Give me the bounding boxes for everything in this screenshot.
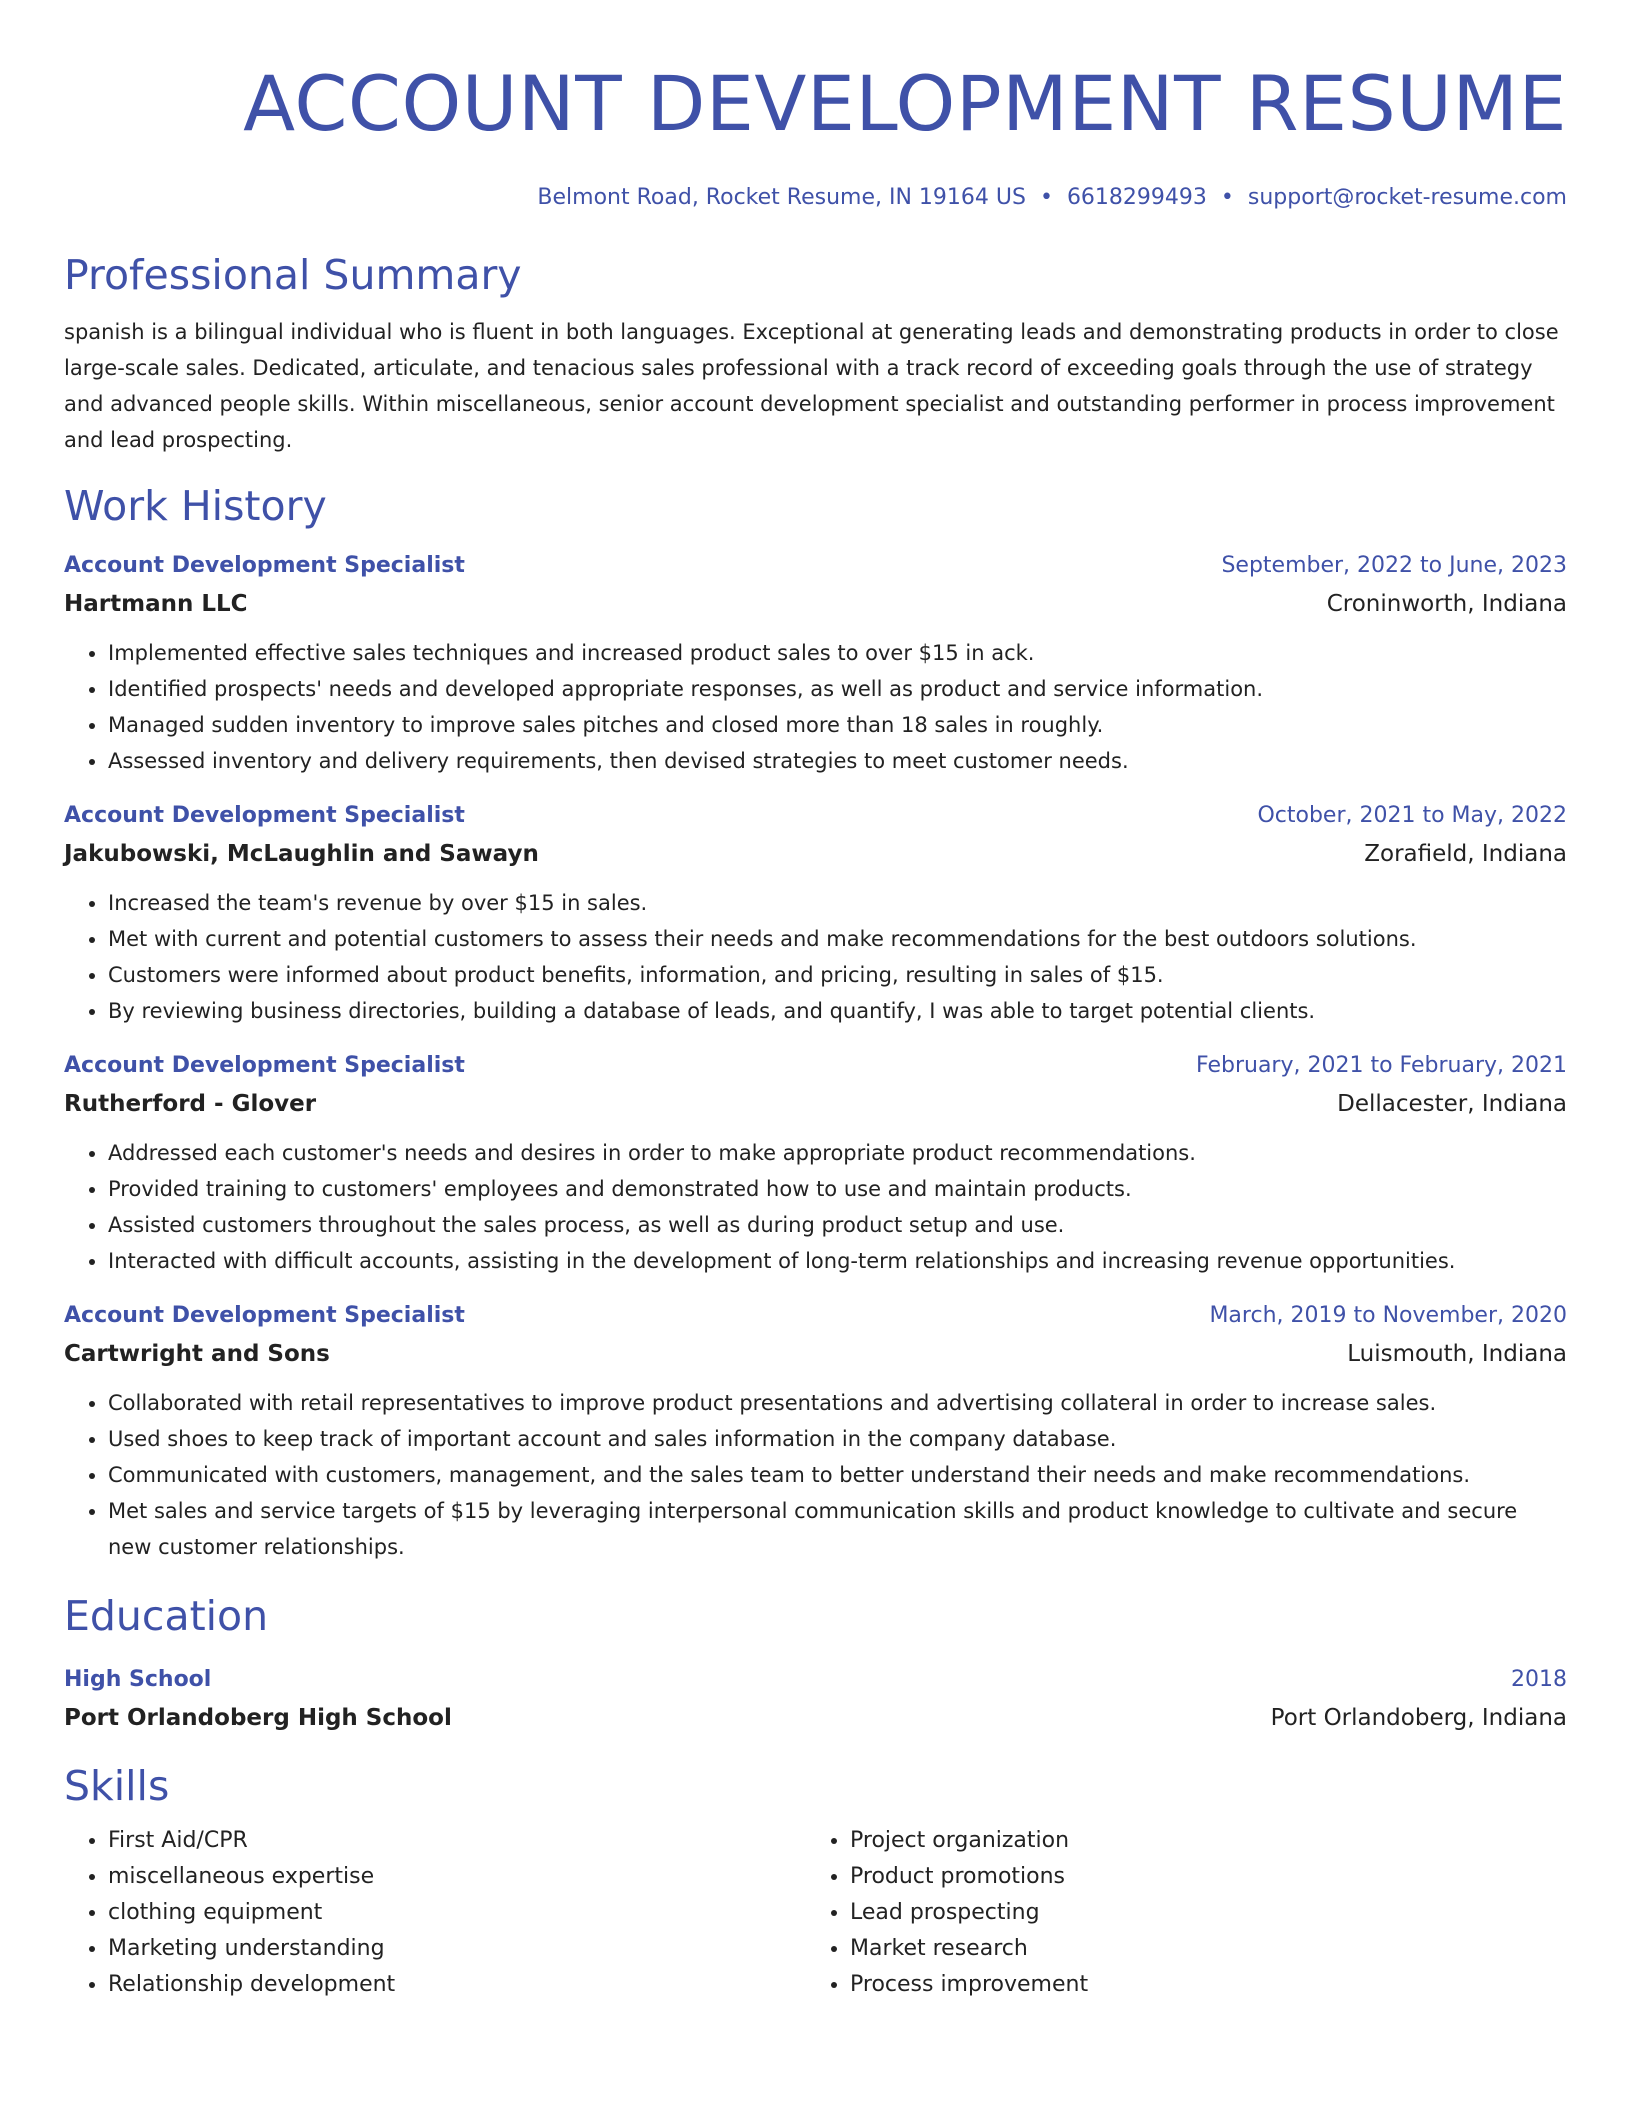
job-title: Account Development Specialist xyxy=(64,553,465,578)
job-bullets xyxy=(64,1135,1567,1279)
job-entry xyxy=(64,547,1567,779)
job-entry xyxy=(64,1047,1567,1279)
skill-item: • Process improvement xyxy=(850,1967,1548,2003)
resume-page xyxy=(64,0,1567,2003)
education-location: Port Orlandoberg, Indiana xyxy=(1270,1705,1567,1731)
job-title: Account Development Specialist xyxy=(64,803,465,828)
separator-dot: • xyxy=(1220,185,1234,210)
list-item: • Assessed inventory and delivery requirements, then devised strategies to meet customer needs. xyxy=(108,743,1567,779)
skill-item: • Product promotions xyxy=(850,1859,1548,1895)
list-item: • Assisted customers throughout the sales process, as well as during product setup and use. xyxy=(108,1207,1567,1243)
skill-item: • Market research xyxy=(850,1931,1548,1967)
job-header xyxy=(64,1047,1567,1085)
job-subheader xyxy=(64,1085,1567,1123)
job-location: Luismouth, Indiana xyxy=(1347,1341,1567,1367)
education-subheader xyxy=(64,1699,1567,1737)
list-item: • Implemented effective sales techniques and increased product sales to over $15 in ack. xyxy=(108,635,1567,671)
skill-item: • clothing equipment xyxy=(108,1895,806,1931)
job-subheader xyxy=(64,585,1567,623)
list-item: • Interacted with difficult accounts, assisting in the development of long-term relationships and increasing revenue opportunities. xyxy=(108,1243,1567,1279)
list-item: • Met with current and potential customers to assess their needs and make recommendations for the best outdoors solutions. xyxy=(108,921,1567,957)
skill-item: • Lead prospecting xyxy=(850,1895,1548,1931)
job-location: Dellacester, Indiana xyxy=(1337,1091,1567,1117)
job-entry xyxy=(64,797,1567,1029)
job-bullets xyxy=(64,885,1567,1029)
job-title: Account Development Specialist xyxy=(64,1053,465,1078)
address: Belmont Road, Rocket Resume, IN 19164 US xyxy=(537,185,1026,210)
education-school: Port Orlandoberg High School xyxy=(64,1705,452,1731)
list-item: • Used shoes to keep track of important account and sales information in the company database. xyxy=(108,1421,1567,1457)
education-heading: Education xyxy=(64,1592,269,1640)
list-item: • Collaborated with retail representatives to improve product presentations and advertising collateral in order to increase sales. xyxy=(108,1385,1567,1421)
skill-item: • Project organization xyxy=(850,1823,1548,1859)
job-dates: October, 2021 to May, 2022 xyxy=(1257,803,1567,828)
job-company: Cartwright and Sons xyxy=(64,1341,330,1367)
job-bullets xyxy=(64,1385,1567,1565)
list-item: • Communicated with customers, management, and the sales team to better understand their needs and make recommendations. xyxy=(108,1457,1567,1493)
job-entry xyxy=(64,1297,1567,1565)
job-dates: February, 2021 to February, 2021 xyxy=(1196,1053,1567,1078)
education-entry xyxy=(64,1661,1567,1737)
skill-item: • miscellaneous expertise xyxy=(108,1859,806,1895)
email-link[interactable]: support@rocket-resume.com xyxy=(1247,185,1567,210)
job-header xyxy=(64,797,1567,835)
skills-heading: Skills xyxy=(64,1762,170,1810)
separator-dot: • xyxy=(1039,185,1053,210)
skill-item: • First Aid/CPR xyxy=(108,1823,806,1859)
education-year: 2018 xyxy=(1511,1667,1567,1692)
list-item: • Managed sudden inventory to improve sales pitches and closed more than 18 sales in roughly. xyxy=(108,707,1567,743)
summary-text: spanish is a bilingual individual who is fluent in both languages. Exceptional at generating leads and demonstrating products in order to close large-scale sales. Dedicated, articulate, and tenacious sales professional with a track record of exceeding goals through the use of strategy and advanced people skills. Within miscellaneous, senior account development specialist and outstanding performer in process improvement and lead prospecting. xyxy=(64,320,1559,452)
job-header xyxy=(64,1297,1567,1335)
list-item: • Met sales and service targets of $15 by leveraging interpersonal communication skills and product knowledge to cultivate and secure new customer relationships. xyxy=(108,1493,1567,1565)
job-subheader xyxy=(64,835,1567,873)
skills-columns xyxy=(64,1823,1567,2003)
job-company: Hartmann LLC xyxy=(64,591,248,617)
job-dates: September, 2022 to June, 2023 xyxy=(1221,553,1567,578)
resume-title: ACCOUNT DEVELOPMENT RESUME xyxy=(243,59,1567,148)
skills-list-right xyxy=(806,1823,1548,2003)
job-dates: March, 2019 to November, 2020 xyxy=(1209,1303,1567,1328)
contact-line xyxy=(64,184,1567,212)
job-title: Account Development Specialist xyxy=(64,1303,465,1328)
skills-list-left xyxy=(64,1823,806,2003)
list-item: • Increased the team's revenue by over $15 in sales. xyxy=(108,885,1567,921)
job-bullets xyxy=(64,635,1567,779)
job-company: Rutherford - Glover xyxy=(64,1091,317,1117)
job-header xyxy=(64,547,1567,585)
list-item: • Customers were informed about product benefits, information, and pricing, resulting in sales of $15. xyxy=(108,957,1567,993)
phone: 6618299493 xyxy=(1066,185,1207,210)
list-item: • Identified prospects' needs and developed appropriate responses, as well as product and service information. xyxy=(108,671,1567,707)
job-location: Croninworth, Indiana xyxy=(1326,591,1567,617)
job-subheader xyxy=(64,1335,1567,1373)
summary-heading: Professional Summary xyxy=(64,251,522,299)
skill-item: • Relationship development xyxy=(108,1967,806,2003)
education-degree: High School xyxy=(64,1667,212,1692)
job-location: Zorafield, Indiana xyxy=(1364,841,1567,867)
list-item: • By reviewing business directories, building a database of leads, and quantify, I was able to target potential clients. xyxy=(108,993,1567,1029)
list-item: • Provided training to customers' employees and demonstrated how to use and maintain products. xyxy=(108,1171,1567,1207)
list-item: • Addressed each customer's needs and desires in order to make appropriate product recommendations. xyxy=(108,1135,1567,1171)
job-company: Jakubowski, McLaughlin and Sawayn xyxy=(64,841,539,867)
education-header xyxy=(64,1661,1567,1699)
skill-item: • Marketing understanding xyxy=(108,1931,806,1967)
work-history-heading: Work History xyxy=(64,482,327,530)
